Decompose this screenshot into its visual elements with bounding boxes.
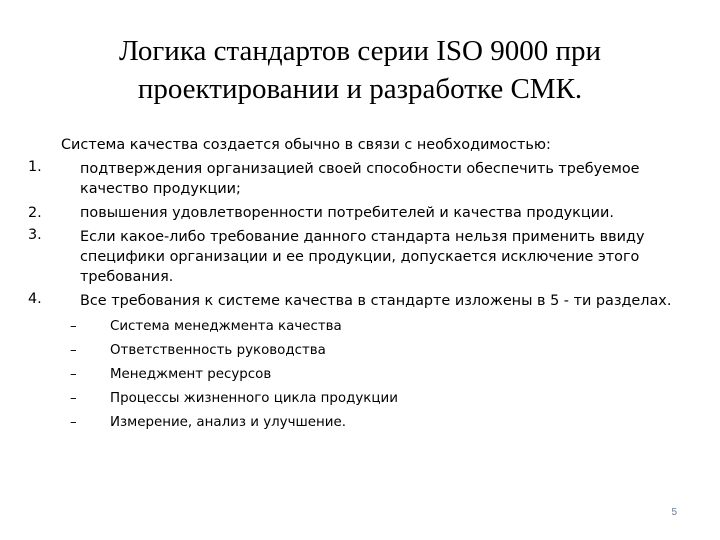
sub-list-item [28, 315, 708, 339]
list-number: 3. [28, 227, 42, 243]
list-item-text: Если какое-либо требование данного стандарта нельзя применить ввиду специфики организации и ее продукции, допускается исключение этого требования. [80, 229, 645, 285]
slide-title: Логика стандартов серии ISO 9000 при проектировании и разработке СМК. [118, 35, 602, 105]
list-item-text: подтверждения организацией своей способности обеспечить требуемое качество продукции; [80, 161, 640, 197]
sub-list-item-text: Менеджмент ресурсов [110, 367, 272, 382]
dash-marker: – [70, 343, 77, 358]
list-number: 1. [28, 159, 42, 175]
sub-list-item-text: Система менеджмента качества [110, 319, 342, 334]
intro-text: Система качества создается обычно в связи с необходимостью: [61, 137, 551, 153]
page-number: 5 [671, 507, 677, 518]
dash-marker: – [70, 391, 77, 406]
sub-list-item [28, 339, 708, 363]
dash-marker: – [70, 319, 77, 334]
list-item-text: повышения удовлетворенности потребителей и качества продукции. [80, 205, 614, 221]
slide-body [28, 133, 708, 435]
list-item [28, 157, 708, 201]
list-item [28, 201, 708, 225]
sub-list-item-text: Измерение, анализ и улучшение. [110, 415, 346, 430]
dash-marker: – [70, 415, 77, 430]
list-item [28, 289, 708, 313]
sub-list-item [28, 387, 708, 411]
dash-marker: – [70, 367, 77, 382]
list-item-text: Все требования к системе качества в стандарте изложены в 5 - ти разделах. [80, 293, 672, 309]
requirements-list [28, 157, 708, 313]
sub-list-item [28, 411, 708, 435]
sub-list-item [28, 363, 708, 387]
list-item [28, 225, 708, 289]
sub-list-item-text: Ответственность руководства [110, 343, 326, 358]
list-number: 2. [28, 205, 42, 221]
sections-list [28, 315, 708, 435]
sub-list-item-text: Процессы жизненного цикла продукции [110, 391, 398, 406]
list-number: 4. [28, 291, 42, 307]
